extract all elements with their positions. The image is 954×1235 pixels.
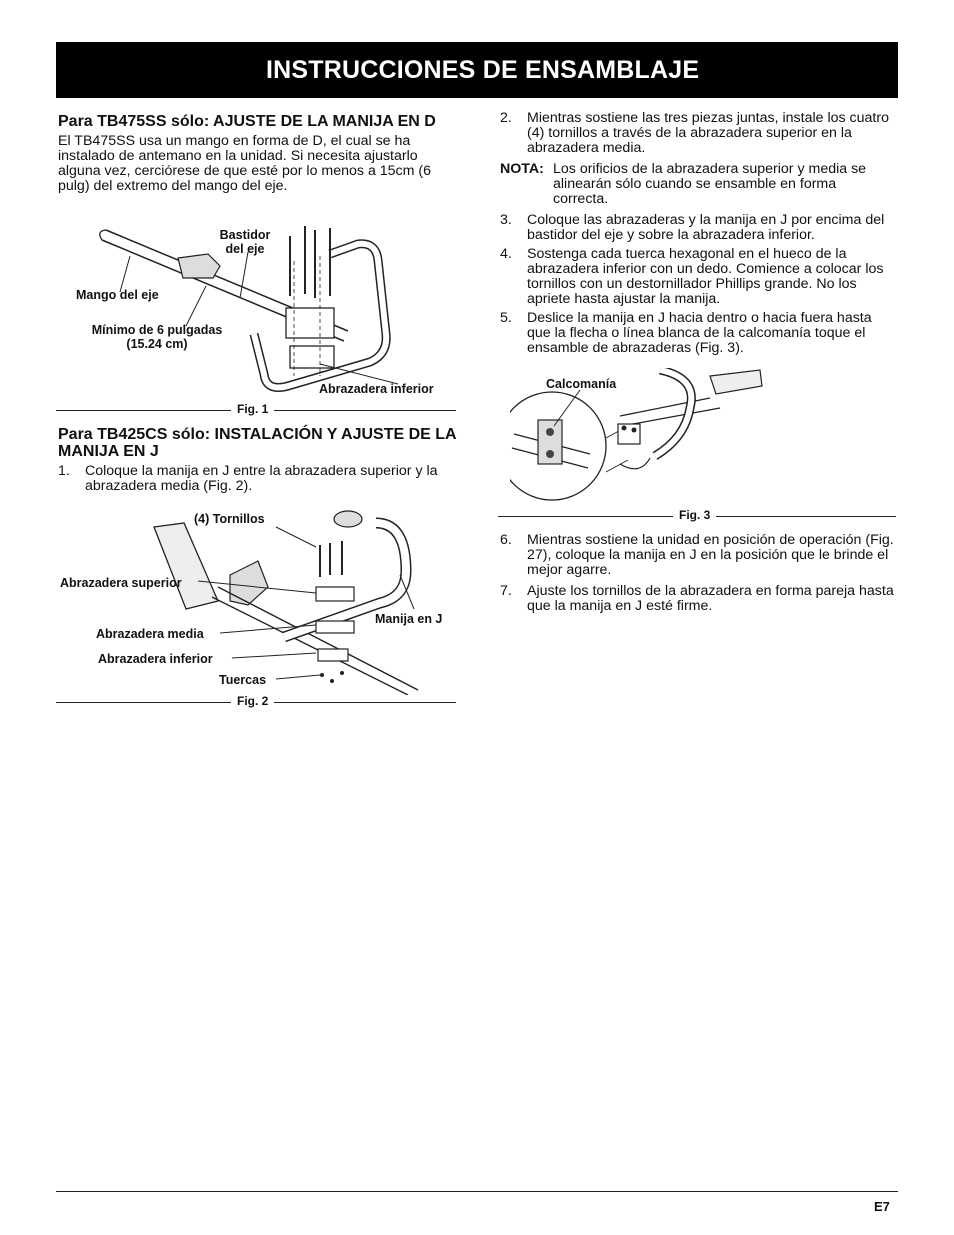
fig3-caption: Fig. 3	[673, 508, 716, 522]
left-column	[58, 113, 456, 194]
step-1-text: Coloque la manija en J entre la abrazadera superior y la abrazadera media (Fig. 2).	[85, 463, 438, 494]
step-6-number: 6.	[500, 532, 512, 548]
step-6	[500, 533, 896, 578]
section1-heading: Para TB475SS sólo: AJUSTE DE LA MANIJA EN D	[58, 113, 436, 130]
step-5-text: Deslice la manija en J hacia dentro o hacia fuera hasta que la flecha o línea blanca de la calcomanía toque el ensamble de abrazaderas (Fig. 3).	[527, 310, 872, 356]
step-2-text: Mientras sostiene las tres piezas juntas, instale los cuatro (4) tornillos a través de la abrazadera superior en la abrazadera media.	[527, 110, 889, 156]
fig1-caption: Fig. 1	[231, 402, 274, 416]
page-title: INSTRUCCIONES DE ENSAMBLAJE	[266, 56, 700, 84]
fig2-label-abrazadera-media: Abrazadera media	[96, 627, 204, 641]
right-column-lower	[500, 533, 896, 614]
step-7-number: 7.	[500, 583, 512, 599]
section1-body: El TB475SS usa un mango en forma de D, el cual se ha instalado de antemano en la unidad. Si necesita ajustarlo alguna vez, cerciórese de que esté por lo menos a 15cm (6 pulg) del extremo del mango del eje.	[58, 133, 432, 194]
fig2-label-manija-j: Manija en J	[375, 612, 443, 626]
fig1-label-bastidor: Bastidor del eje	[219, 228, 271, 256]
fig2-label-tornillos: (4) Tornillos	[194, 512, 265, 526]
nota-text: Los orificios de la abrazadera superior y media se alinearán sólo cuando se ensamble en forma correcta.	[553, 161, 867, 207]
fig2-caption: Fig. 2	[231, 694, 274, 708]
step-7-text: Ajuste los tornillos de la abrazadera en forma pareja hasta que la manija en J esté firme.	[527, 583, 894, 614]
section2	[58, 426, 456, 494]
step-3	[500, 213, 896, 243]
fig2-label-tuercas: Tuercas	[219, 673, 267, 687]
fig2-illustration	[58, 505, 458, 695]
step-5	[500, 311, 896, 356]
fig2-label-abrazadera-inferior: Abrazadera inferior	[98, 652, 213, 666]
nota	[500, 162, 896, 207]
step-3-text: Coloque las abrazaderas y la manija en J por encima del bastidor del eje y sobre la abrazadera inferior.	[527, 212, 885, 243]
step-2-number: 2.	[500, 110, 512, 126]
step-6-text: Mientras sostiene la unidad en posición de operación (Fig. 27), coloque la manija en J en la posición que le brinde el mejor agarre.	[527, 532, 894, 578]
footer-rule	[56, 1191, 898, 1192]
fig1-label-abrazadera-inferior: Abrazadera inferior	[319, 382, 434, 396]
fig3-label-calcomania: Calcomanía	[546, 377, 617, 391]
nota-label: NOTA:	[500, 161, 544, 177]
title-banner	[56, 42, 898, 98]
page-number: E7	[874, 1199, 890, 1214]
right-column	[500, 111, 896, 356]
fig1-label-minimo: Mínimo de 6 pulgadas (15.24 cm)	[91, 323, 223, 351]
section2-heading: Para TB425CS sólo: INSTALACIÓN Y AJUSTE DE LA MANIJA EN J	[58, 426, 457, 460]
step-4-number: 4.	[500, 246, 512, 262]
fig2-label-abrazadera-superior: Abrazadera superior	[60, 576, 182, 590]
step-7	[500, 584, 896, 614]
step-4-text: Sostenga cada tuerca hexagonal en el hueco de la abrazadera inferior con un dedo. Comience a colocar los tornillos con un destornillador Phillips grande. No los apriete hasta ajustar la manija.	[527, 246, 884, 307]
step-5-number: 5.	[500, 310, 512, 326]
step-4	[500, 247, 896, 307]
step-1	[58, 464, 456, 494]
fig1-label-mango: Mango del eje	[76, 288, 159, 302]
step-2	[500, 111, 896, 156]
step-3-number: 3.	[500, 212, 512, 228]
step-1-number: 1.	[58, 463, 70, 479]
